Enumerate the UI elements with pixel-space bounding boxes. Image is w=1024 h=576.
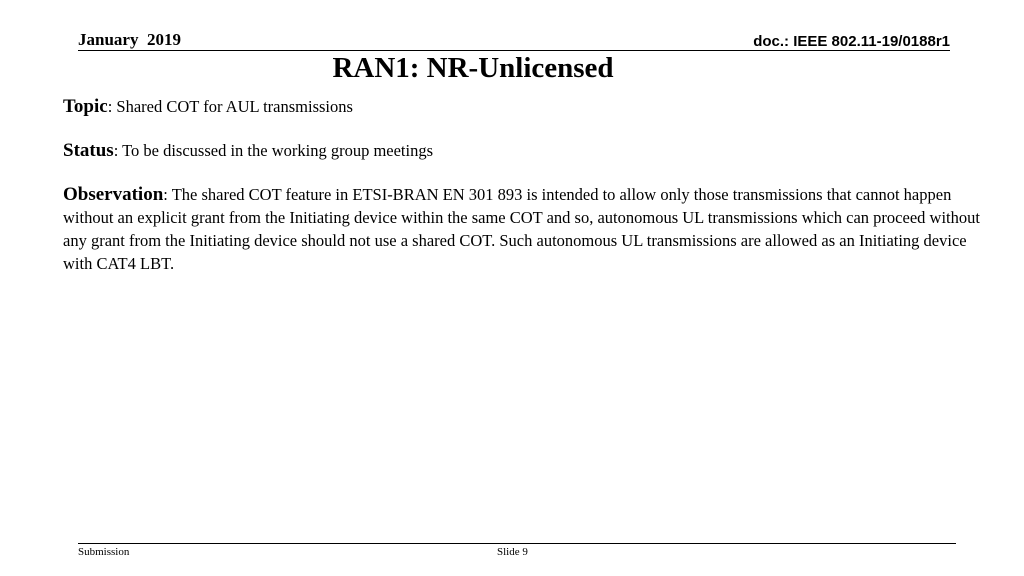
header-date: January 2019	[78, 30, 181, 49]
footer-slide-number: Slide 9	[497, 546, 528, 558]
status-paragraph	[63, 139, 993, 162]
slide-title: RAN1: NR-Unlicensed	[332, 52, 614, 84]
topic-paragraph	[63, 95, 993, 118]
footer-divider	[78, 543, 956, 544]
slide-body	[63, 95, 993, 296]
topic-text: : Shared COT for AUL transmissions	[107, 97, 353, 116]
status-label: Status	[63, 140, 114, 161]
observation-text: : The shared COT feature in ETSI-BRAN EN 301 893 is intended to allow only those transmissions that cannot happen without an explicit grant from the Initiating device within the same COT and so, autonomous UL transmissions which can proceed without any grant from the Initiating device should not use a shared COT. Such autonomous UL transmissions are allowed as an Initiating device with CAT4 LBT.	[63, 185, 980, 273]
observation-paragraph	[63, 183, 993, 275]
header-doc-id: doc.: IEEE 802.11-19/0188r1	[753, 33, 950, 50]
topic-label: Topic	[63, 96, 108, 117]
observation-label: Observation	[63, 184, 164, 205]
footer-submission: Submission	[78, 546, 130, 558]
status-text: : To be discussed in the working group meetings	[113, 141, 434, 160]
header-divider	[78, 50, 950, 51]
